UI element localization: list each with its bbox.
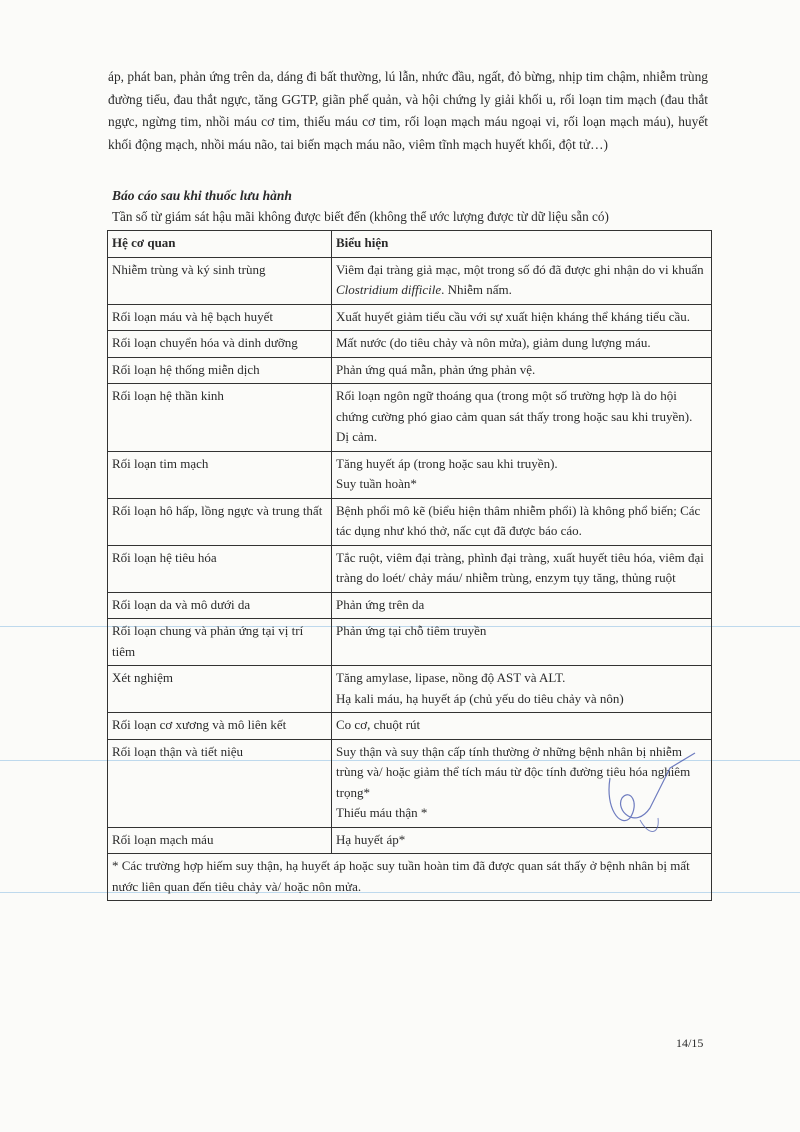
manifestation-line: Co cơ, chuột rút	[336, 717, 421, 732]
table-header-row	[108, 231, 712, 258]
table-row	[108, 592, 712, 619]
manifestation-line: Phản ứng trên da	[336, 596, 425, 612]
manifestation-line: Mất nước (do tiêu chảy và nôn mửa), giảm dung lượng máu.	[336, 335, 651, 350]
manifestation-cell	[332, 545, 712, 592]
table-row	[108, 666, 712, 713]
header-manifestation: Biểu hiện	[332, 231, 712, 258]
organ-system-cell: Rối loạn hệ thống miễn dịch	[108, 357, 332, 384]
table-row	[108, 257, 712, 304]
page-number: 14/15	[676, 1036, 704, 1050]
intro-paragraph	[108, 66, 708, 156]
table-row	[108, 451, 712, 498]
manifestation-line: Suy tuần hoàn*	[336, 476, 417, 491]
handwritten-signature	[600, 748, 710, 848]
manifestation-line: Tăng huyết áp (trong hoặc sau khi truyền).	[336, 455, 558, 471]
table-row	[108, 619, 712, 666]
manifestation-line: Hạ huyết áp*	[336, 831, 406, 847]
manifestation-line: Rối loạn ngôn ngữ thoáng qua (trong một số trường hợp là do hội chứng cường phó giao cảm quan sát thấy trong hoặc sau khi truyền).	[336, 388, 693, 424]
organ-system-cell: Xét nghiệm	[108, 666, 332, 713]
table-footnote: * Các trường hợp hiếm suy thận, hạ huyết áp hoặc suy tuần hoàn tim đã được quan sát thấy ở bệnh nhân bị mất nước liên quan đến tiêu chảy và/ hoặc nôn mửa.	[108, 854, 712, 901]
manifestation-cell	[332, 384, 712, 452]
organ-system-cell: Rối loạn da và mô dưới da	[108, 592, 332, 619]
manifestation-line: Xuất huyết giảm tiểu cầu với sự xuất hiện kháng thể kháng tiểu cầu.	[336, 308, 690, 324]
organ-system-cell: Rối loạn tim mạch	[108, 451, 332, 498]
manifestation-cell	[332, 666, 712, 713]
table-row	[108, 357, 712, 384]
table-row	[108, 713, 712, 740]
manifestation-line: Dị cảm.	[336, 429, 378, 444]
manifestation-cell	[332, 304, 712, 331]
table-row	[108, 304, 712, 331]
organ-system-cell: Rối loạn mạch máu	[108, 827, 332, 854]
header-organ-system: Hệ cơ quan	[108, 231, 332, 258]
manifestation-line: Phản ứng quá mẫn, phản ứng phản vệ.	[336, 361, 536, 377]
manifestation-line: Tắc ruột, viêm đại tràng, phình đại tràng, xuất huyết tiêu hóa, viêm đại tràng do loét/ chảy máu/ nhiễm trùng, enzym tụy tăng, thủng ruột	[336, 549, 704, 585]
manifestation-line: Phản ứng tại chỗ tiêm truyền	[336, 623, 487, 638]
manifestation-cell	[332, 257, 712, 304]
manifestation-line: Suy thận và suy thận cấp tính thường ở những bệnh nhân bị nhiễm trùng và/ hoặc giảm thể tích máu từ độc tính đường tiêu hóa nghiêm trọng*	[336, 743, 691, 800]
section-title: Báo cáo sau khi thuốc lưu hành	[112, 188, 292, 203]
organ-system-cell: Rối loạn máu và hệ bạch huyết	[108, 304, 332, 331]
manifestation-line: Viêm đại tràng giả mạc, một trong số đó đã được ghi nhận do vi khuẩn Clostridium difficile. Nhiễm nấm.	[336, 261, 704, 297]
organ-system-cell: Rối loạn hệ thần kinh	[108, 384, 332, 452]
organ-system-cell: Rối loạn hệ tiêu hóa	[108, 545, 332, 592]
manifestation-cell	[332, 592, 712, 619]
manifestation-line: Hạ kali máu, hạ huyết áp (chủ yếu do tiêu chảy và nôn)	[336, 690, 624, 706]
organ-system-cell: Rối loạn thận và tiết niệu	[108, 739, 332, 827]
organ-system-cell: Rối loạn chung và phản ứng tại vị trí tiêm	[108, 619, 332, 666]
manifestation-line: Thiếu máu thận *	[336, 805, 428, 820]
footnote-row	[108, 854, 712, 901]
manifestation-line: Bệnh phổi mô kẽ (biểu hiện thâm nhiễm phổi) là không phổ biến; Các tác dụng như khó thở, nấc cụt đã được báo cáo.	[336, 502, 701, 538]
table-row	[108, 331, 712, 358]
table-row	[108, 498, 712, 545]
manifestation-cell	[332, 451, 712, 498]
manifestation-line: Tăng amylase, lipase, nồng độ AST và ALT.	[336, 670, 566, 685]
manifestation-cell	[332, 713, 712, 740]
section-subtitle: Tần số từ giám sát hậu mãi không được biết đến (không thể ước lượng được từ dữ liệu sẵn có)	[112, 209, 609, 224]
organ-system-cell: Nhiễm trùng và ký sinh trùng	[108, 257, 332, 304]
manifestation-cell	[332, 498, 712, 545]
organ-system-cell: Rối loạn cơ xương và mô liên kết	[108, 713, 332, 740]
table-row	[108, 545, 712, 592]
organ-system-cell: Rối loạn hô hấp, lồng ngực và trung thất	[108, 498, 332, 545]
manifestation-cell	[332, 357, 712, 384]
manifestation-cell	[332, 619, 712, 666]
table-row	[108, 384, 712, 452]
manifestation-cell	[332, 331, 712, 358]
organ-system-cell: Rối loạn chuyển hóa và dinh dưỡng	[108, 331, 332, 358]
intro-text: áp, phát ban, phản ứng trên da, dáng đi bất thường, lú lẫn, nhức đầu, ngất, đỏ bừng, nhịp tim chậm, nhiễm trùng đường tiểu, đau thắt ngực, tăng GGTP, giãn phế quản, và hội chứng ly giải khối u, rối loạn tim mạch (đau thắt ngực, ngừng tim, nhồi máu cơ tim, thiếu máu cơ tim, rối loạn mạch máu ngoại vi, rối loạn mạch máu), huyết khối động mạch, nhồi máu não, tai biến mạch máu não, viêm tĩnh mạch huyết khối, đột tử…)	[108, 69, 708, 152]
